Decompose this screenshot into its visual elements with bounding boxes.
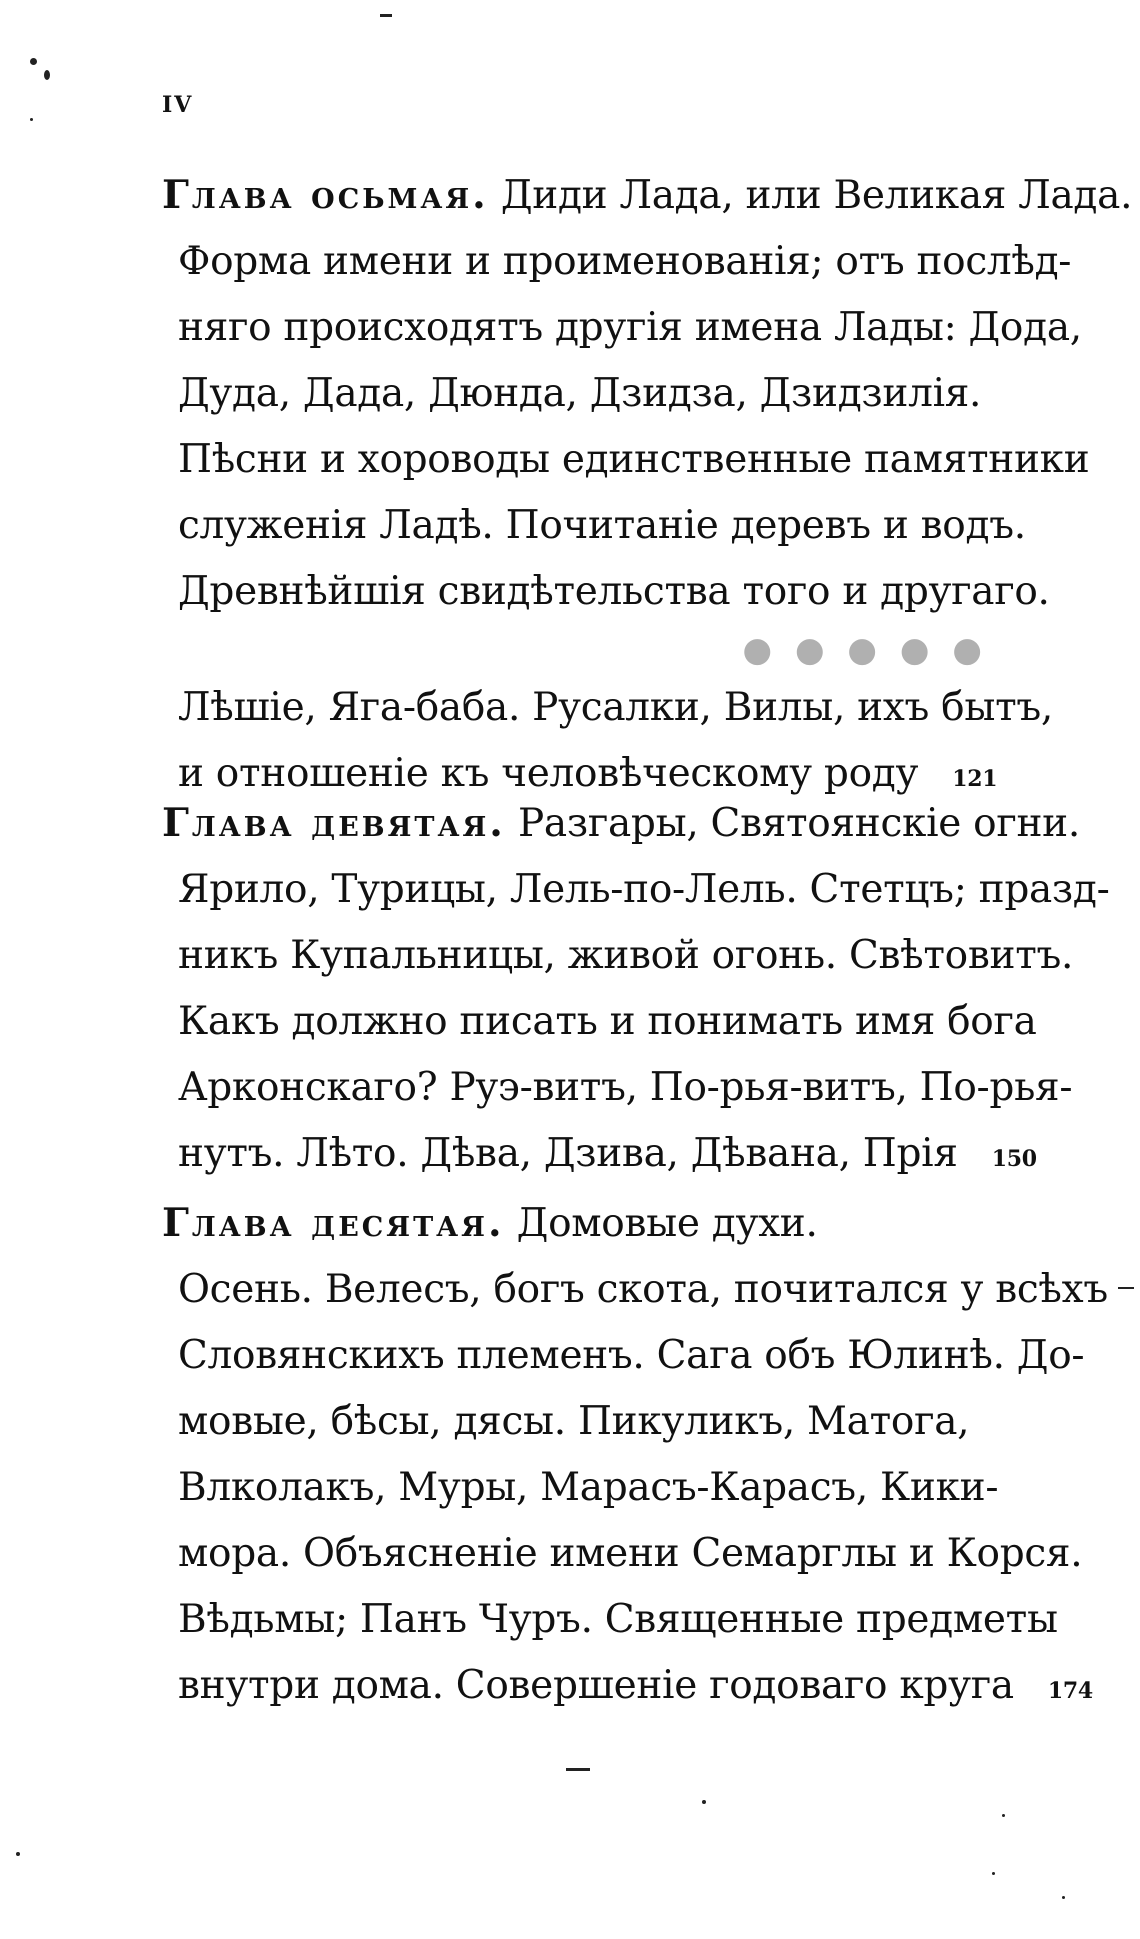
chapter-entry <box>162 162 1133 812</box>
chapter-line: Форма имени и проименованія; отъ послѣд- <box>178 239 1072 284</box>
chapter-title: Домовые духи. <box>516 1201 818 1246</box>
chapter-line: Вѣдьмы; Панъ Чуръ. Священные предметы <box>178 1597 1058 1642</box>
chapter-line: няго происходятъ другія имена Лады: Дода, <box>178 305 1082 350</box>
scan-mark <box>380 14 392 17</box>
chapter-line: Дуда, Дада, Дюнда, Дзидза, Дзидзилія. <box>178 371 982 416</box>
chapter-last-line <box>162 1121 1042 1192</box>
page-reference: 121 <box>952 766 998 792</box>
page-reference: 174 <box>1047 1678 1093 1704</box>
chapter-line: мовые, бѣсы, дясы. Пикуликъ, Матога, <box>178 1399 970 1444</box>
chapter-heading-line <box>162 1190 1042 1257</box>
chapter-line: мора. Объясненіе имени Семарглы и Корся. <box>178 1531 1083 1576</box>
chapter-line: Древнѣйшія свидѣтельства того и другаго. <box>178 569 1050 614</box>
scan-speck <box>30 118 33 121</box>
chapter-last-line <box>162 1653 1093 1724</box>
chapter-line: нутъ. Лѣто. Дѣва, Дзива, Дѣвана, Прія <box>178 1131 958 1176</box>
scan-speck <box>1062 1896 1065 1899</box>
chapter-line: Словянскихъ племенъ. Сага объ Юлинѣ. До- <box>178 1333 1085 1378</box>
scan-speck <box>44 70 50 80</box>
page-reference: 150 <box>991 1146 1037 1172</box>
scan-speck <box>1002 1814 1005 1817</box>
chapter-line: Пѣсни и хороводы единственные памятники <box>178 437 1090 482</box>
scan-speck <box>16 1852 20 1856</box>
chapter-line: Арконскаго? Руэ-витъ, По-рья-витъ, По-рья- <box>178 1065 1073 1110</box>
chapter-heading-line <box>162 790 1080 857</box>
scan-speck <box>30 58 37 65</box>
chapter-head: Глава осьмая. <box>162 172 489 218</box>
end-rule <box>566 1768 590 1771</box>
chapter-line: Какъ должно писать и понимать имя бога <box>178 999 1037 1044</box>
chapter-entry <box>162 790 1110 1192</box>
chapter-head: Глава десятая. <box>162 1200 505 1246</box>
chapter-heading-line <box>162 162 1133 229</box>
chapter-line: Влколакъ, Муры, Марасъ-Карасъ, Кики- <box>178 1465 999 1510</box>
chapter-head: Глава девятая. <box>162 800 506 846</box>
scan-speck <box>702 1800 706 1804</box>
chapter-entry <box>162 1190 1108 1724</box>
chapter-line: Осень. Велесъ, богъ скота, почитался у всѣхъ <box>178 1267 1108 1312</box>
chapter-line: никъ Купальницы, живой огонь. Свѣтовитъ. <box>178 933 1074 978</box>
chapter-line: Лѣшіе, Яга-баба. Русалки, Вилы, ихъ бытъ, <box>178 685 1053 730</box>
chapter-line: и отношеніе къ человѣческому роду <box>178 751 919 796</box>
chapter-title: Диди Лада, или Великая Лада. <box>500 173 1133 218</box>
bleed-through: ● ● ● ● ● <box>736 630 982 670</box>
chapter-line: внутри дома. Совершеніе годоваго круга <box>178 1663 1014 1708</box>
chapter-title: Разгары, Святоянскіе огни. <box>517 801 1080 846</box>
scan-mark <box>1118 1287 1134 1289</box>
page-number: IV <box>162 92 194 118</box>
scan-speck <box>992 1872 995 1875</box>
chapter-line: служенія Ладѣ. Почитаніе деревъ и водъ. <box>178 503 1026 548</box>
chapter-line: Ярило, Турицы, Лель-по-Лель. Стетцъ; празд- <box>178 867 1110 912</box>
